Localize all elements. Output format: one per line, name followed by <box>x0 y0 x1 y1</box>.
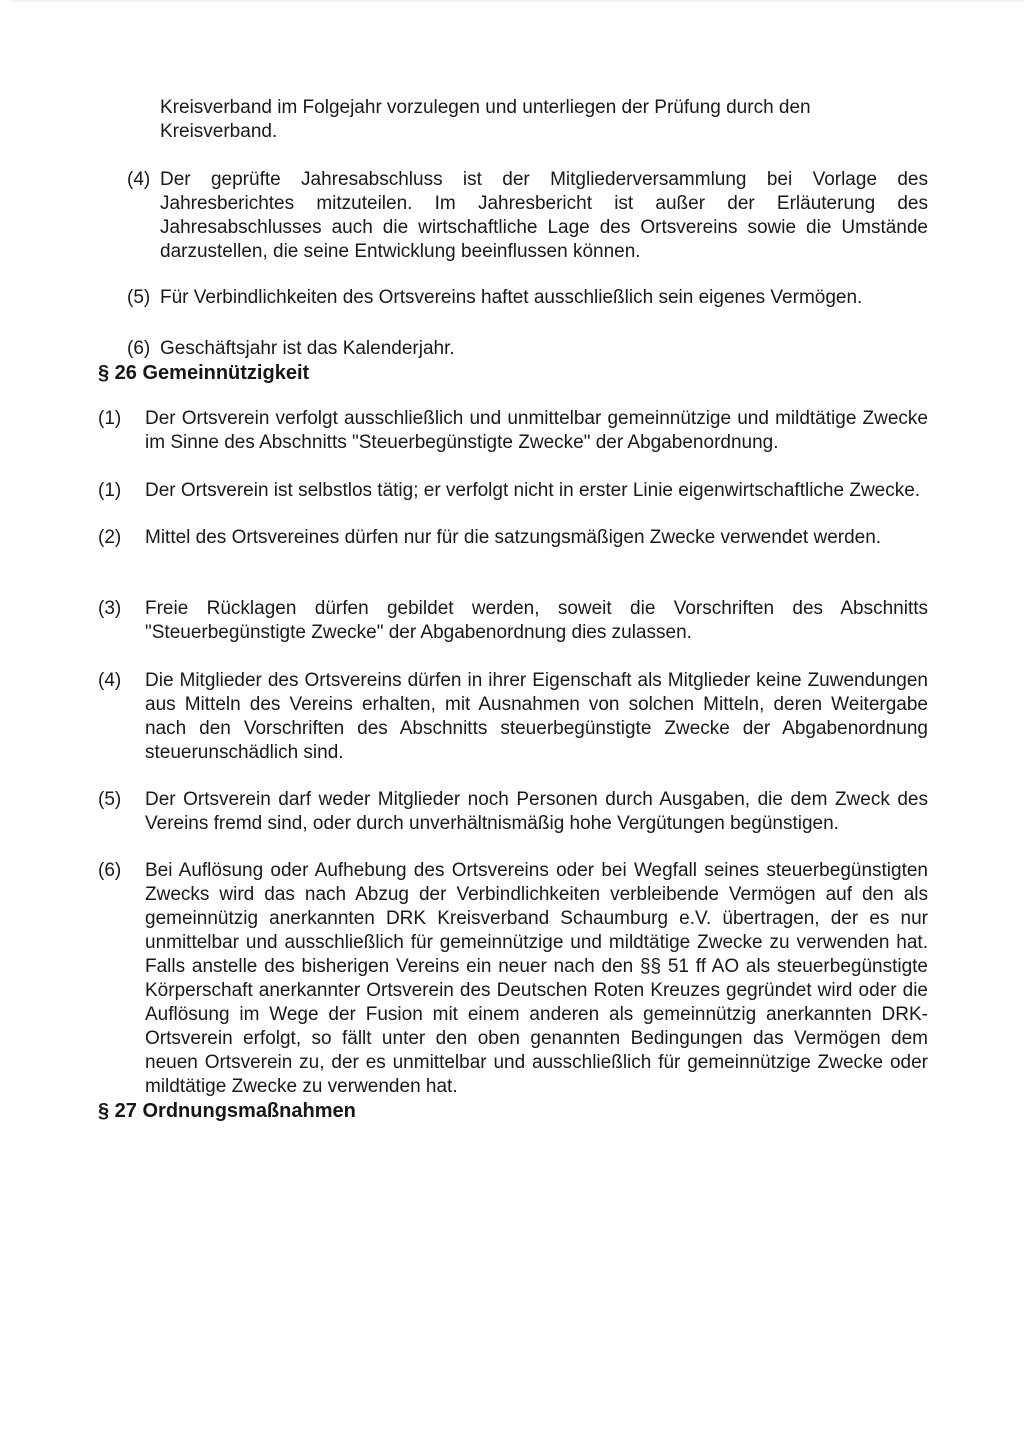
list-item-26-6 <box>98 859 928 1099</box>
item-text: Der Ortsverein verfolgt ausschließlich und unmittelbar gemeinnützige und mildtätige Zwecke im Sinne des Abschnitts "Steuerbegünstigte Zwecke" der Abgabenordnung. <box>145 408 928 453</box>
list-item-top-5 <box>127 286 928 310</box>
item-text: Für Verbindlichkeiten des Ortsvereins haftet ausschließlich sein eigenes Vermögen. <box>160 287 863 308</box>
list-item-26-2 <box>98 526 928 550</box>
item-number: (5) <box>98 789 122 810</box>
list-item-26-5 <box>98 788 928 836</box>
paragraph-continuation: Kreisverband im Folgejahr vorzulegen und unterliegen der Prüfung durch den Kreisverband. <box>160 97 811 142</box>
item-number: (6) <box>127 338 151 359</box>
list-item-26-3 <box>98 597 928 645</box>
item-number: (6) <box>98 860 122 881</box>
section-heading-27: § 27 Ordnungsmaßnahmen <box>98 1100 356 1122</box>
scan-artifact-line <box>10 0 1024 2</box>
item-text: Bei Auflösung oder Aufhebung des Ortsvereins oder bei Wegfall seines steuerbegünstigten Zwecks wird das nach Abzug der Verbindlichkeiten verbleibende Vermögen auf den als gemeinnützig anerkannten DRK Kreisverband Schaumburg e.V. übertragen, der es nur unmittelbar und ausschließlich für gemeinnützige und mildtätige Zwecke zu verwenden hat. Falls anstelle des bisherigen Vereins ein neuer nach den §§ 51 ff AO als steuerbegünstigte Körperschaft anerkannter Ortsverein des Deutschen Roten Kreuzes gegründet wird oder die Auflösung im Wege der Fusion mit einem anderen als gemeinnützig anerkannten DRK-Ortsverein erfolgt, so fällt unter den oben genannten Bedingungen das Vermögen dem neuen Ortsverein zu, der es unmittelbar und ausschließlich für gemeinnützige Zwecke oder mildtätige Zwecke zu verwenden hat. <box>145 860 928 1097</box>
item-text: Geschäftsjahr ist das Kalenderjahr. <box>160 338 455 359</box>
item-number: (1) <box>98 408 122 429</box>
list-item-26-4 <box>98 669 928 765</box>
item-text: Der Ortsverein darf weder Mitglieder noch Personen durch Ausgaben, die dem Zweck des Vereins fremd sind, oder durch unverhältnismäßig hohe Vergütungen begünstigen. <box>145 789 928 834</box>
list-item-top-4 <box>127 168 928 264</box>
list-item-top-6 <box>127 337 928 361</box>
item-text: Freie Rücklagen dürfen gebildet werden, soweit die Vorschriften des Abschnitts "Steuerbegünstigte Zwecke" der Abgabenordnung dies zulassen. <box>145 598 928 643</box>
item-number: (3) <box>98 598 122 619</box>
item-number: (4) <box>127 169 151 190</box>
item-text: Der geprüfte Jahresabschluss ist der Mitgliederversammlung bei Vorlage des Jahresberichtes mitzuteilen. Im Jahresbericht ist außer der Erläuterung des Jahresabschlusses auch die wirtschaftliche Lage des Ortsvereins sowie die Umstände darzustellen, die seine Entwicklung beeinflussen können. <box>160 169 928 262</box>
item-text: Der Ortsverein ist selbstlos tätig; er verfolgt nicht in erster Linie eigenwirtschaftliche Zwecke. <box>145 480 921 501</box>
section-heading-26: § 26 Gemeinnützigkeit <box>98 362 310 384</box>
item-number: (1) <box>98 480 122 501</box>
item-number: (2) <box>98 527 122 548</box>
item-text: Mittel des Ortsvereines dürfen nur für die satzungsmäßigen Zwecke verwendet werden. <box>145 527 882 548</box>
item-text: Die Mitglieder des Ortsvereins dürfen in ihrer Eigenschaft als Mitglieder keine Zuwendungen aus Mitteln des Vereins erhalten, mit Ausnahmen von solchen Mitteln, deren Weitergabe nach den Vorschriften des Abschnitts steuerbegünstigte Zwecke der Abgabenordnung steuerunschädlich sind. <box>145 670 928 763</box>
item-number: (5) <box>127 287 151 308</box>
list-item-26-1 <box>98 407 928 455</box>
item-number: (4) <box>98 670 122 691</box>
list-item-26-1b <box>98 479 928 503</box>
